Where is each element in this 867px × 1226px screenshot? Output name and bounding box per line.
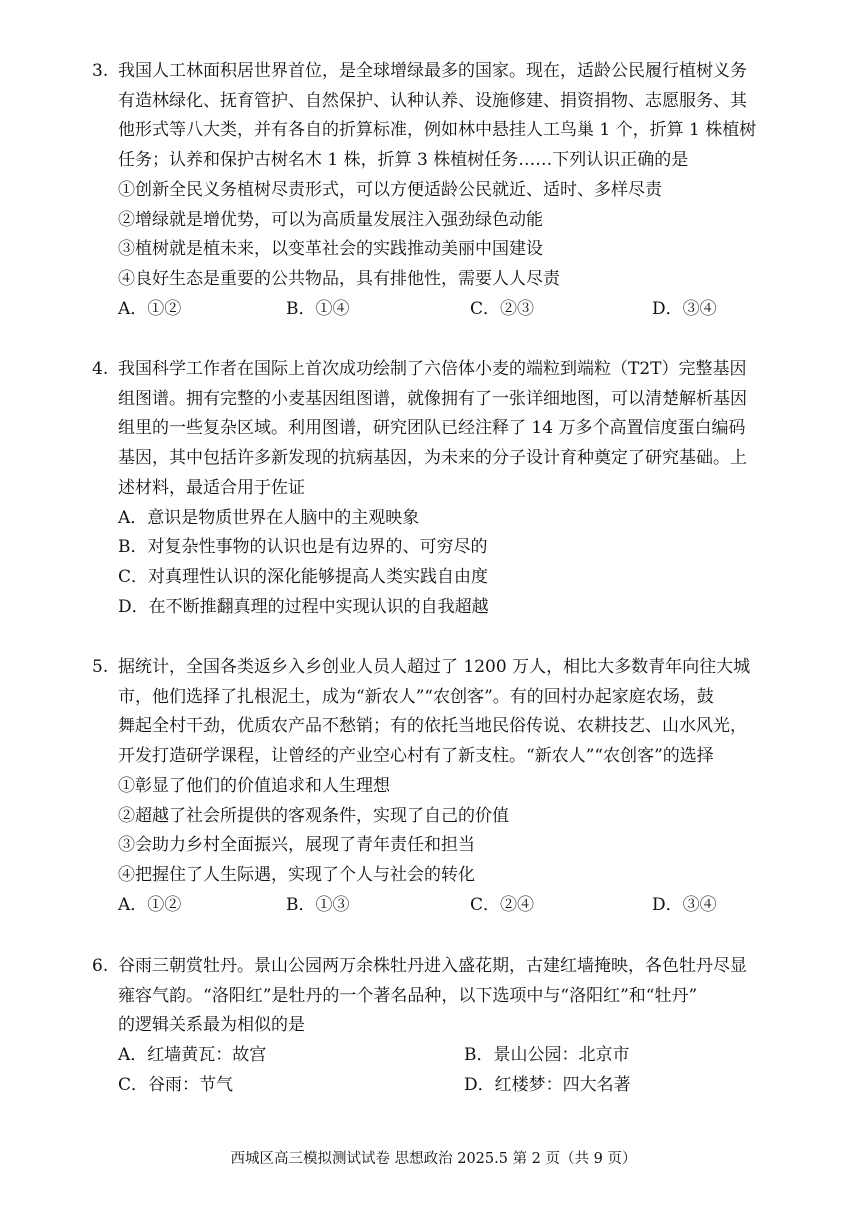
question-stem-line: 市，他们选择了扎根泥土，成为“新农人”“农创客”。有的回村办起家庭农场，鼓: [118, 686, 714, 707]
page-footer: 西城区高三模拟测试试卷 思想政治 2025.5 第 2 页（共 9 页）: [230, 1151, 637, 1167]
question-stem-line: 雍容气韵。“洛阳红”是牡丹的一个著名品种，以下选项中与“洛阳红”和“牡丹”: [118, 985, 698, 1006]
option-b[interactable]: B．①④: [286, 298, 350, 319]
statement-item: ④良好生态是重要的公共物品，具有排他性，需要人人尽责: [118, 268, 560, 289]
question-stem-line: 他形式等八大类，并有各自的折算标准，例如林中悬挂人工鸟巢 1 个，折算 1 株植树: [118, 120, 757, 141]
option-d[interactable]: D．红楼梦：四大名著: [464, 1074, 631, 1095]
question-stem-line: 述材料，最适合用于佐证: [118, 477, 305, 498]
option-d[interactable]: D．在不断推翻真理的过程中实现认识的自我超越: [118, 596, 489, 617]
question-number: 5.: [92, 657, 109, 677]
statement-item: ④把握住了人生际遇，实现了个人与社会的转化: [118, 864, 475, 885]
question-stem-line: 我国科学工作者在国际上首次成功绘制了六倍体小麦的端粒到端粒（T2T）完整基因: [118, 359, 747, 379]
statement-item: ②增绿就是增优势，可以为高质量发展注入强劲绿色动能: [118, 209, 543, 230]
option-c[interactable]: C．②④: [470, 894, 535, 915]
question-number: 4.: [92, 359, 109, 379]
statement-item: ③植树就是植未来，以变革社会的实践推动美丽中国建设: [118, 239, 543, 260]
option-b[interactable]: B．对复杂性事物的认识也是有边界的、可穷尽的: [118, 537, 488, 558]
option-d[interactable]: D．③④: [652, 298, 717, 319]
statement-item: ②超越了社会所提供的客观条件，实现了自己的价值: [118, 805, 509, 826]
question-stem-line: 任务；认养和保护古树名木 1 株，折算 3 株植树任务……下列认识正确的是: [118, 150, 689, 171]
question-number: 3.: [92, 61, 109, 81]
question-stem-line: 基因，其中包括许多新发现的抗病基因，为未来的分子设计育种奠定了研究基础。上: [118, 448, 747, 469]
option-a[interactable]: A．红墙黄瓦：故宫: [118, 1045, 267, 1066]
question-stem-line: 开发打造研学课程，让曾经的产业空心村有了新支柱。“新农人”“农创客”的选择: [118, 746, 714, 767]
question-number: 6.: [92, 956, 109, 976]
question-stem-line: 的逻辑关系最为相似的是: [118, 1015, 305, 1036]
statement-item: ③会助力乡村全面振兴，展现了青年责任和担当: [118, 835, 475, 856]
question-stem-line: 谷雨三朝赏牡丹。景山公园两万余株牡丹进入盛花期，古建红墙掩映，各色牡丹尽显: [118, 956, 747, 976]
question-stem-line: 我国人工林面积居世界首位，是全球增绿最多的国家。现在，适龄公民履行植树义务: [118, 61, 747, 81]
question-stem-line: 有造林绿化、抚育管护、自然保护、认种认养、设施修建、捐资捐物、志愿服务、其: [118, 90, 747, 111]
option-c[interactable]: C．对真理性认识的深化能够提高人类实践自由度: [118, 566, 489, 587]
option-c[interactable]: C．谷雨：节气: [118, 1074, 234, 1095]
question-stem-line: 组里的一些复杂区域。利用图谱，研究团队已经注释了 14 万多个高置信度蛋白编码: [118, 418, 746, 439]
question-stem-line: 组图谱。拥有完整的小麦基因组图谱，就像拥有了一张详细地图，可以清楚解析基因: [118, 388, 747, 409]
option-a[interactable]: A．①②: [118, 298, 182, 319]
option-c[interactable]: C．②③: [470, 298, 535, 319]
option-a[interactable]: A．①②: [118, 894, 182, 915]
question-stem-line: 舞起全村干劲，优质农产品不愁销；有的依托当地民俗传说、农耕技艺、山水风光，: [118, 716, 747, 737]
option-d[interactable]: D．③④: [652, 894, 717, 915]
option-b[interactable]: B．①③: [286, 894, 350, 915]
option-a[interactable]: A．意识是物质世界在人脑中的主观映象: [118, 507, 420, 528]
statement-item: ①创新全民义务植树尽责形式，可以方便适龄公民就近、适时、多样尽责: [118, 179, 662, 200]
statement-item: ①彰显了他们的价值追求和人生理想: [118, 775, 390, 796]
option-b[interactable]: B．景山公园：北京市: [464, 1045, 630, 1066]
question-stem-line: 据统计，全国各类返乡入乡创业人员人超过了 1200 万人，相比大多数青年向往大城: [118, 657, 751, 677]
